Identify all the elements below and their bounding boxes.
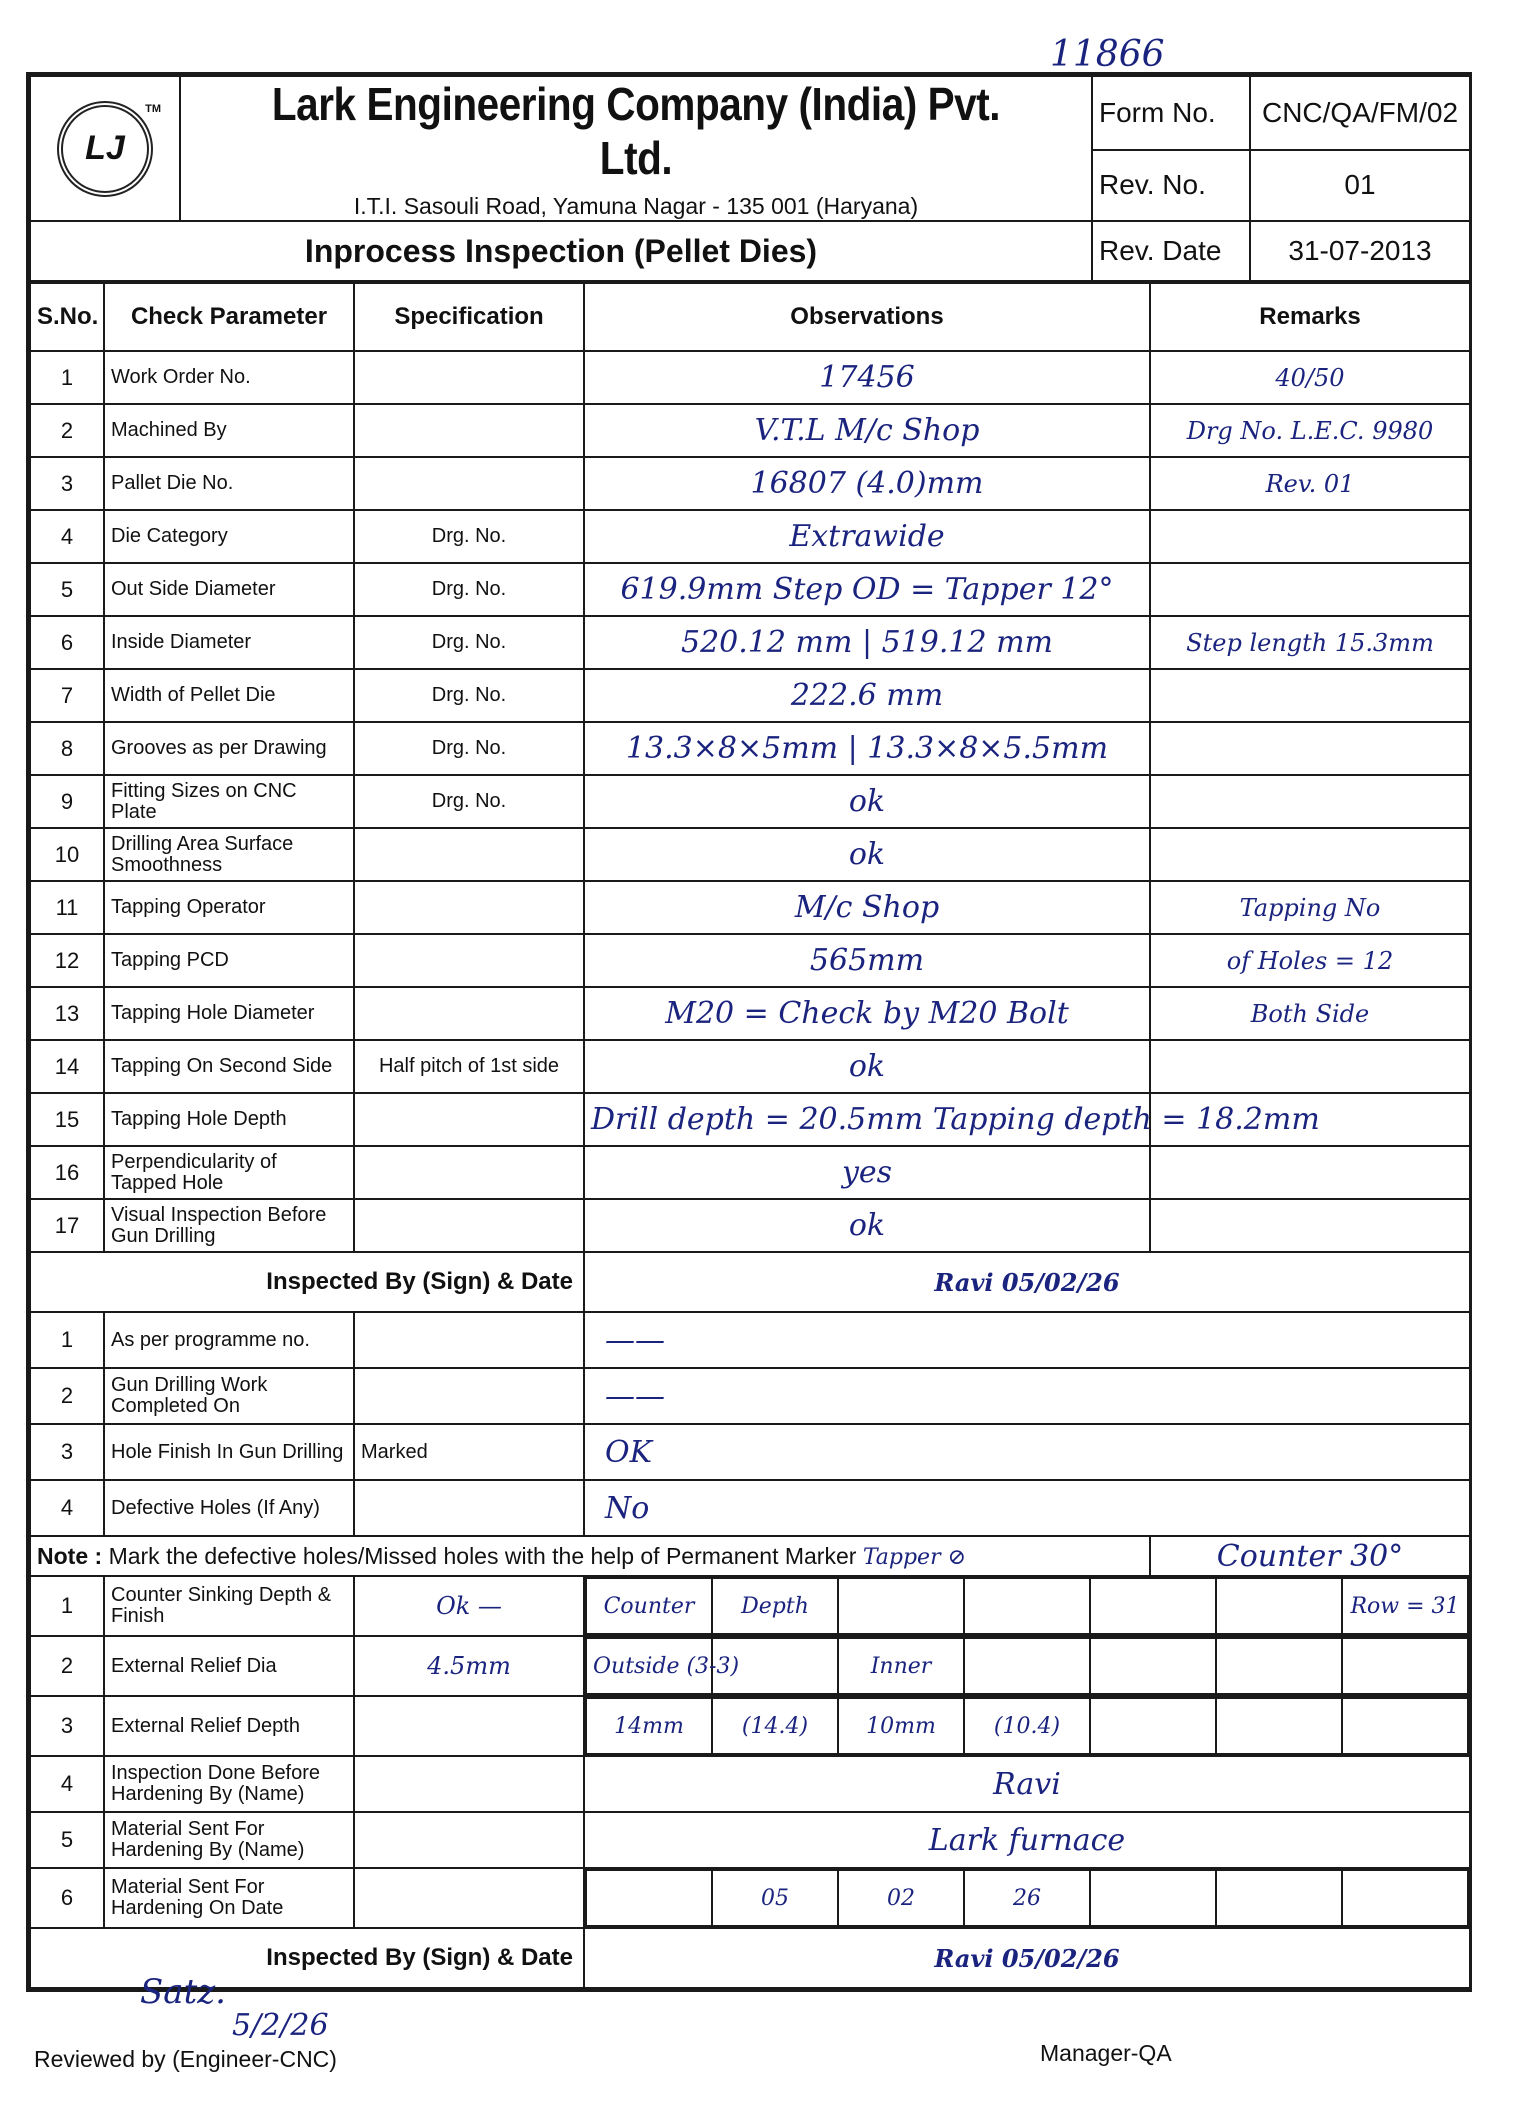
row-remark: Step length 15.3mm bbox=[1150, 616, 1470, 669]
observation-cell bbox=[964, 1578, 1090, 1634]
row-sno: 14 bbox=[30, 1040, 104, 1093]
row-observation: V.T.L M/c Shop bbox=[584, 404, 1150, 457]
row-sno: 3 bbox=[30, 457, 104, 510]
row-sno: 5 bbox=[30, 1812, 104, 1868]
observation-cell: 10mm bbox=[838, 1698, 964, 1754]
table-row bbox=[30, 828, 1470, 881]
reviewer-signature: Satz. bbox=[140, 1972, 226, 2012]
row-sno: 11 bbox=[30, 881, 104, 934]
observation-cell bbox=[1216, 1698, 1342, 1754]
logo-cell bbox=[30, 76, 180, 221]
inspected-sign-1: Ravi 05/02/26 bbox=[584, 1252, 1470, 1312]
note-cell bbox=[30, 1536, 1150, 1576]
table-row bbox=[30, 1093, 1470, 1146]
observation-cell bbox=[1216, 1870, 1342, 1926]
table-row bbox=[30, 881, 1470, 934]
observation-cell bbox=[586, 1870, 712, 1926]
row-observation: ok bbox=[584, 1199, 1150, 1252]
row-remark bbox=[1150, 669, 1470, 722]
row-remark: Both Side bbox=[1150, 987, 1470, 1040]
row-sno: 7 bbox=[30, 669, 104, 722]
observation-cell bbox=[1090, 1578, 1216, 1634]
row-param: External Relief Dia bbox=[104, 1636, 354, 1696]
table-row bbox=[30, 1040, 1470, 1093]
row-spec bbox=[354, 881, 584, 934]
row-spec bbox=[354, 1312, 584, 1368]
table-row bbox=[30, 669, 1470, 722]
row-spec bbox=[354, 828, 584, 881]
row-param: Material Sent For Hardening By (Name) bbox=[104, 1812, 354, 1868]
col-spec: Specification bbox=[354, 283, 584, 351]
observation-cell bbox=[1216, 1578, 1342, 1634]
row-param: Pallet Die No. bbox=[104, 457, 354, 510]
row-spec: Drg. No. bbox=[354, 722, 584, 775]
row-param: Fitting Sizes on CNC Plate bbox=[104, 775, 354, 828]
row-observation: OK bbox=[584, 1424, 1470, 1480]
row-spec: 4.5mm bbox=[354, 1636, 584, 1696]
observation-cell: 02 bbox=[838, 1870, 964, 1926]
row-sno: 2 bbox=[30, 1368, 104, 1424]
table-row bbox=[30, 1480, 1470, 1536]
row-observation-grid bbox=[584, 1696, 1470, 1756]
inspected-row-1 bbox=[30, 1252, 1470, 1312]
row-remark bbox=[1150, 722, 1470, 775]
row-sno: 2 bbox=[30, 404, 104, 457]
row-spec bbox=[354, 1146, 584, 1199]
table-row bbox=[30, 510, 1470, 563]
row-remark: Row = 31 bbox=[1342, 1578, 1468, 1634]
row-spec bbox=[354, 1480, 584, 1536]
row-sno: 1 bbox=[30, 1576, 104, 1636]
col-param: Check Parameter bbox=[104, 283, 354, 351]
row-observation: Drill depth = 20.5mm Tapping depth = 18.2mm bbox=[584, 1093, 1150, 1146]
row-spec bbox=[354, 1199, 584, 1252]
row-observation: ok bbox=[584, 775, 1150, 828]
row-sno: 3 bbox=[30, 1696, 104, 1756]
row-observation-grid bbox=[584, 1576, 1470, 1636]
reviewed-by-label: Reviewed by (Engineer-CNC) bbox=[34, 2046, 337, 2072]
row-sno: 6 bbox=[30, 1868, 104, 1928]
row-remark: of Holes = 12 bbox=[1150, 934, 1470, 987]
table-row bbox=[30, 1146, 1470, 1199]
row-observation: Extrawide bbox=[584, 510, 1150, 563]
row-remark bbox=[1150, 1199, 1470, 1252]
row-spec: Drg. No. bbox=[354, 669, 584, 722]
observation-cell: 14mm bbox=[586, 1698, 712, 1754]
manager-qa-label: Manager-QA bbox=[1040, 2040, 1172, 2066]
observation-cell: Depth bbox=[712, 1578, 838, 1634]
row-spec: Drg. No. bbox=[354, 563, 584, 616]
row-sno: 17 bbox=[30, 1199, 104, 1252]
row-sno: 5 bbox=[30, 563, 104, 616]
note-row bbox=[30, 1536, 1470, 1576]
observation-cell: Outside (3-3) bbox=[586, 1638, 712, 1694]
observation-cell: (10.4) bbox=[964, 1698, 1090, 1754]
row-param: As per programme no. bbox=[104, 1312, 354, 1368]
table-row bbox=[30, 404, 1470, 457]
company-logo: LJ TM bbox=[57, 101, 153, 197]
row-observation: 520.12 mm | 519.12 mm bbox=[584, 616, 1150, 669]
table-row bbox=[30, 775, 1470, 828]
table-row bbox=[30, 1812, 1470, 1868]
row-sno: 4 bbox=[30, 510, 104, 563]
table-header-row bbox=[30, 283, 1470, 351]
row-sno: 15 bbox=[30, 1093, 104, 1146]
col-sno: S.No. bbox=[30, 283, 104, 351]
rev-no-value: 01 bbox=[1250, 150, 1470, 221]
row-observation: 13.3×8×5mm | 13.3×8×5.5mm bbox=[584, 722, 1150, 775]
row-remark bbox=[1150, 828, 1470, 881]
note-remark: Counter 30° bbox=[1150, 1536, 1470, 1576]
table-row bbox=[30, 1199, 1470, 1252]
row-remark bbox=[1150, 1040, 1470, 1093]
row-remark bbox=[1150, 775, 1470, 828]
observation-grid bbox=[585, 1637, 1469, 1695]
form-header bbox=[29, 75, 1471, 282]
row-remark: Tapping No bbox=[1150, 881, 1470, 934]
row-observation: Lark furnace bbox=[584, 1812, 1470, 1868]
table-row bbox=[30, 987, 1470, 1040]
inspected-label-2: Inspected By (Sign) & Date bbox=[30, 1928, 584, 1988]
observation-cell bbox=[1216, 1638, 1342, 1694]
row-sno: 12 bbox=[30, 934, 104, 987]
observation-cell: Inner bbox=[838, 1638, 964, 1694]
row-observation: No bbox=[584, 1480, 1470, 1536]
row-spec bbox=[354, 1696, 584, 1756]
observation-cell bbox=[838, 1578, 964, 1634]
row-observation-grid bbox=[584, 1868, 1470, 1928]
row-param: Material Sent For Hardening On Date bbox=[104, 1868, 354, 1928]
observation-cell bbox=[1090, 1638, 1216, 1694]
row-remark bbox=[1150, 563, 1470, 616]
row-observation: —— bbox=[584, 1312, 1470, 1368]
row-spec bbox=[354, 1093, 584, 1146]
row-param: Tapping Operator bbox=[104, 881, 354, 934]
row-observation: M/c Shop bbox=[584, 881, 1150, 934]
table-row bbox=[30, 1576, 1470, 1636]
row-observation: 17456 bbox=[584, 351, 1150, 404]
table-row bbox=[30, 1424, 1470, 1480]
row-observation-grid bbox=[584, 1636, 1470, 1696]
row-remark bbox=[1342, 1870, 1468, 1926]
row-spec: Drg. No. bbox=[354, 510, 584, 563]
observation-grid-row bbox=[586, 1698, 1468, 1754]
table-row bbox=[30, 457, 1470, 510]
row-sno: 1 bbox=[30, 1312, 104, 1368]
observation-cell bbox=[1090, 1870, 1216, 1926]
row-param: Inspection Done Before Hardening By (Name) bbox=[104, 1756, 354, 1812]
row-observation: ok bbox=[584, 1040, 1150, 1093]
row-observation: ok bbox=[584, 828, 1150, 881]
row-remark: Drg No. L.E.C. 9980 bbox=[1150, 404, 1470, 457]
note-text: Mark the defective holes/Missed holes with the help of Permanent Marker bbox=[108, 1542, 857, 1569]
row-sno: 6 bbox=[30, 616, 104, 669]
inspected-sign-2: Ravi 05/02/26 bbox=[584, 1928, 1470, 1988]
table-row bbox=[30, 934, 1470, 987]
row-observation: 222.6 mm bbox=[584, 669, 1150, 722]
col-obs: Observations bbox=[584, 283, 1150, 351]
row-spec bbox=[354, 1368, 584, 1424]
row-observation: 16807 (4.0)mm bbox=[584, 457, 1150, 510]
row-sno: 4 bbox=[30, 1480, 104, 1536]
row-sno: 9 bbox=[30, 775, 104, 828]
row-spec bbox=[354, 457, 584, 510]
note-hand: Tapper ⊘ bbox=[862, 1544, 967, 1570]
row-remark: Rev. 01 bbox=[1150, 457, 1470, 510]
row-spec: Ok — bbox=[354, 1576, 584, 1636]
form-title: Inprocess Inspection (Pellet Dies) bbox=[30, 221, 1092, 281]
row-sno: 13 bbox=[30, 987, 104, 1040]
row-spec bbox=[354, 934, 584, 987]
row-param: Visual Inspection Before Gun Drilling bbox=[104, 1199, 354, 1252]
reviewer-sign-date: 5/2/26 bbox=[232, 2008, 329, 2043]
table-row bbox=[30, 1312, 1470, 1368]
row-param: Defective Holes (If Any) bbox=[104, 1480, 354, 1536]
table-row bbox=[30, 351, 1470, 404]
row-observation: M20 = Check by M20 Bolt bbox=[584, 987, 1150, 1040]
observation-grid-row bbox=[586, 1578, 1468, 1634]
table-row bbox=[30, 1868, 1470, 1928]
row-sno: 1 bbox=[30, 351, 104, 404]
col-remarks: Remarks bbox=[1150, 283, 1470, 351]
table-row bbox=[30, 722, 1470, 775]
form-no-value: CNC/QA/FM/02 bbox=[1250, 76, 1470, 150]
row-param: Width of Pellet Die bbox=[104, 669, 354, 722]
table-row bbox=[30, 1756, 1470, 1812]
inspection-table bbox=[29, 282, 1471, 1989]
row-sno: 2 bbox=[30, 1636, 104, 1696]
observation-cell: 05 bbox=[712, 1870, 838, 1926]
row-sno: 3 bbox=[30, 1424, 104, 1480]
table-row bbox=[30, 1696, 1470, 1756]
row-spec: Drg. No. bbox=[354, 616, 584, 669]
row-spec bbox=[354, 987, 584, 1040]
rev-date-label: Rev. Date bbox=[1092, 221, 1250, 281]
document-number: 11866 bbox=[1050, 34, 1165, 75]
row-observation: —— bbox=[584, 1368, 1470, 1424]
form-no-label: Form No. bbox=[1092, 76, 1250, 150]
company-address: I.T.I. Sasouli Road, Yamuna Nagar - 135 001 (Haryana) bbox=[353, 193, 919, 219]
observation-cell: 26 bbox=[964, 1870, 1090, 1926]
observation-grid bbox=[585, 1869, 1469, 1927]
row-spec bbox=[354, 351, 584, 404]
row-observation: 619.9mm Step OD = Tapper 12° bbox=[584, 563, 1150, 616]
row-observation: Ravi bbox=[584, 1756, 1470, 1812]
row-param: Tapping Hole Depth bbox=[104, 1093, 354, 1146]
row-spec bbox=[354, 404, 584, 457]
row-spec bbox=[354, 1756, 584, 1812]
row-remark bbox=[1150, 510, 1470, 563]
row-spec: Drg. No. bbox=[354, 775, 584, 828]
row-spec: Marked bbox=[354, 1424, 584, 1480]
row-param: Hole Finish In Gun Drilling bbox=[104, 1424, 354, 1480]
row-param: Drilling Area Surface Smoothness bbox=[104, 828, 354, 881]
row-sno: 10 bbox=[30, 828, 104, 881]
inspected-label-1: Inspected By (Sign) & Date bbox=[30, 1252, 584, 1312]
row-spec bbox=[354, 1812, 584, 1868]
row-sno: 4 bbox=[30, 1756, 104, 1812]
row-param: Grooves as per Drawing bbox=[104, 722, 354, 775]
row-spec: Half pitch of 1st side bbox=[354, 1040, 584, 1093]
row-param: Tapping PCD bbox=[104, 934, 354, 987]
table-row bbox=[30, 616, 1470, 669]
row-remark bbox=[1342, 1698, 1468, 1754]
row-param: Perpendicularity of Tapped Hole bbox=[104, 1146, 354, 1199]
observation-grid-row bbox=[586, 1638, 1468, 1694]
observation-grid bbox=[585, 1577, 1469, 1635]
row-observation: 565mm bbox=[584, 934, 1150, 987]
table-row bbox=[30, 1368, 1470, 1424]
observation-cell: Counter bbox=[586, 1578, 712, 1634]
row-param: Work Order No. bbox=[104, 351, 354, 404]
row-param: Machined By bbox=[104, 404, 354, 457]
row-sno: 8 bbox=[30, 722, 104, 775]
row-remark bbox=[1342, 1638, 1468, 1694]
row-param: Counter Sinking Depth & Finish bbox=[104, 1576, 354, 1636]
observation-cell bbox=[964, 1638, 1090, 1694]
row-param: Die Category bbox=[104, 510, 354, 563]
row-remark: 40/50 bbox=[1150, 351, 1470, 404]
table-row bbox=[30, 563, 1470, 616]
row-param: External Relief Depth bbox=[104, 1696, 354, 1756]
rev-no-label: Rev. No. bbox=[1092, 150, 1250, 221]
company-cell bbox=[180, 76, 1092, 221]
row-remark bbox=[1150, 1146, 1470, 1199]
note-label: Note : bbox=[37, 1542, 103, 1569]
row-param: Out Side Diameter bbox=[104, 563, 354, 616]
observation-cell: (14.4) bbox=[712, 1698, 838, 1754]
row-param: Tapping On Second Side bbox=[104, 1040, 354, 1093]
rev-date-value: 31-07-2013 bbox=[1250, 221, 1470, 281]
inspected-row-2 bbox=[30, 1928, 1470, 1988]
row-param: Gun Drilling Work Completed On bbox=[104, 1368, 354, 1424]
observation-cell bbox=[1090, 1698, 1216, 1754]
row-param: Inside Diameter bbox=[104, 616, 354, 669]
observation-grid-row bbox=[586, 1870, 1468, 1926]
row-observation: yes bbox=[584, 1146, 1150, 1199]
table-row bbox=[30, 1636, 1470, 1696]
row-param: Tapping Hole Diameter bbox=[104, 987, 354, 1040]
row-spec bbox=[354, 1868, 584, 1928]
row-sno: 16 bbox=[30, 1146, 104, 1199]
observation-grid bbox=[585, 1697, 1469, 1755]
company-name: Lark Engineering Company (India) Pvt. Ltd. bbox=[271, 78, 1001, 184]
inspection-form bbox=[26, 72, 1472, 1992]
